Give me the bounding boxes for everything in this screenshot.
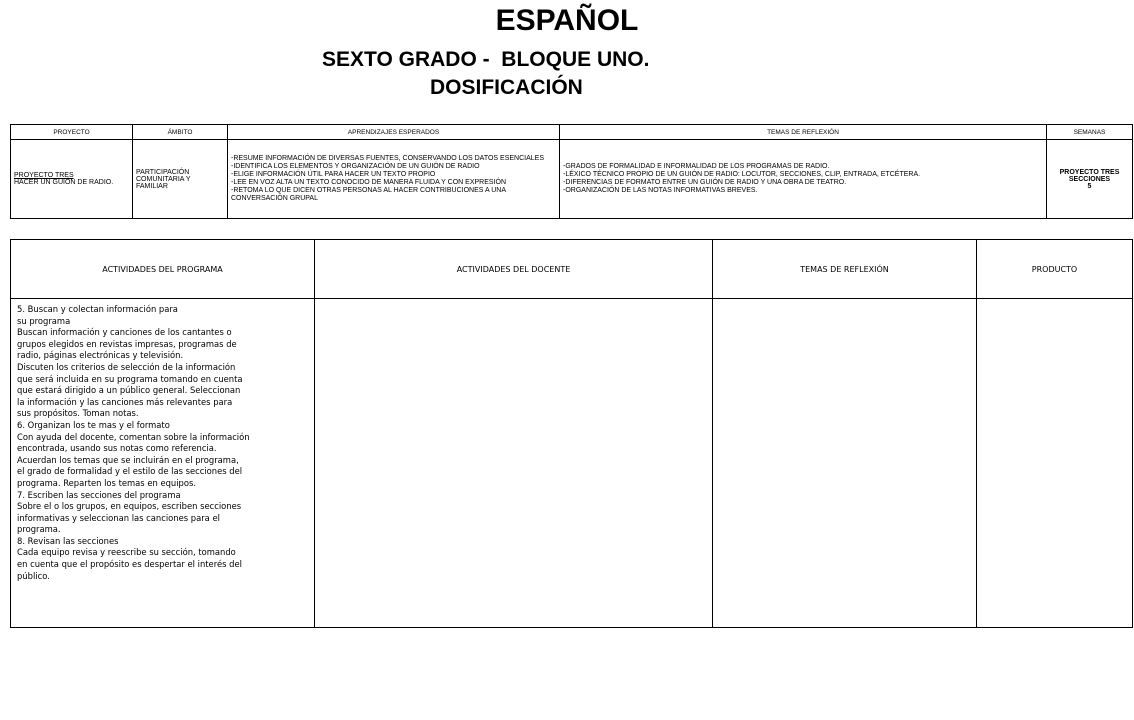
header-ambito: ÁMBITO <box>133 125 228 140</box>
actividad-line: encontrada, usando sus notas como referencia. <box>17 443 217 454</box>
planning-header-row <box>11 125 1133 140</box>
aprendizaje-item: -RESUME INFORMACIÓN DE DIVERSAS FUENTES, CONSERVANDO LOS DATOS ESENCIALES <box>231 154 544 162</box>
header-temas-reflexion: TEMAS DE REFLEXIÓN <box>713 240 977 299</box>
header-proyecto: PROYECTO <box>11 125 133 140</box>
header-producto: PRODUCTO <box>977 240 1133 299</box>
header-actividades-programa: ACTIVIDADES DEL PROGRAMA <box>11 240 315 299</box>
cell-ambito: PARTICIPACIÓN COMUNITARIA Y FAMILIAR <box>133 140 228 219</box>
header-semanas: SEMANAS <box>1047 125 1133 140</box>
actividad-line: 8. Revisan las secciones <box>17 535 119 546</box>
aprendizaje-item: -ELIGE INFORMACIÓN ÚTIL PARA HACER UN TEXTO PROPIO <box>231 170 436 178</box>
actividad-line: Discuten los criterios de selección de la información <box>17 361 236 372</box>
actividad-line: 7. Escriben las secciones del programa <box>17 489 181 500</box>
page-title: ESPAÑOL <box>495 4 639 37</box>
cell-semanas <box>1047 140 1133 219</box>
tema-item: -GRADOS DE FORMALIDAD E INFORMALIDAD DE LOS PROGRAMAS DE RADIO. <box>563 162 830 170</box>
actividad-line: radio, páginas electrónicas y televisión. <box>17 350 184 361</box>
actividad-line: grupos elegidos en revistas impresas, programas de <box>17 338 237 349</box>
planning-row <box>11 140 1133 219</box>
cell-actividades-docente <box>315 299 713 628</box>
semanas-line: 5 <box>1087 182 1092 190</box>
actividad-line: 6. Organizan los te mas y el formato <box>17 419 170 430</box>
cell-proyecto <box>11 140 133 219</box>
activities-table <box>10 239 1133 628</box>
actividad-line: la información y las canciones más relevantes para <box>17 396 233 407</box>
header-aprendizajes: APRENDIZAJES ESPERADOS <box>228 125 560 140</box>
actividad-line: en cuenta que el propósito es despertar el interés del <box>17 559 242 570</box>
actividad-line: sus propósitos. Toman notas. <box>17 408 139 419</box>
actividad-line: su programa <box>17 315 71 326</box>
activities-row <box>11 299 1133 628</box>
header-actividades-docente: ACTIVIDADES DEL DOCENTE <box>315 240 713 299</box>
actividad-line: público. <box>17 570 50 581</box>
aprendizaje-item: -LEE EN VOZ ALTA UN TEXTO CONOCIDO DE MANERA FLUIDA Y CON EXPRESIÓN <box>231 179 507 186</box>
tema-item: -DIFERENCIAS DE FORMATO ENTRE UN GUIÓN DE RADIO Y UNA OBRA DE TEATRO. <box>563 179 847 186</box>
cell-temas <box>560 140 1047 219</box>
actividad-line: que será incluida en su programa tomando en cuenta <box>17 373 243 384</box>
proyecto-desc: HACER UN GUIÓN DE RADIO. <box>14 179 114 186</box>
aprendizaje-item: -IDENTIFICA LOS ELEMENTOS Y ORGANIZACIÓN DE UN GUIÓN DE RADIO <box>231 162 480 170</box>
actividad-line: programa. Reparten los temas en equipos. <box>17 477 197 488</box>
actividad-line: programa. <box>17 524 61 535</box>
activities-header-row <box>11 240 1133 299</box>
aprendizaje-item: -RETOMA LO QUE DICEN OTRAS PERSONAS AL HACER CONTRIBUCIONES A UNA CONVERSACIÓN GRUPAL <box>231 187 506 203</box>
cell-aprendizajes <box>228 140 560 219</box>
cell-actividades-programa <box>11 299 315 628</box>
page-subtitle-dosificacion: DOSIFICACIÓN <box>430 76 583 99</box>
semanas-line: SECCIONES <box>1068 175 1111 183</box>
actividad-line: 5. Buscan y colectan información para <box>17 304 178 314</box>
actividad-line: Sobre el o los grupos, en equipos, escriben secciones <box>17 501 242 512</box>
planning-table <box>10 124 1133 219</box>
tema-item: -LÉXICO TÉCNICO PROPIO DE UN GUIÓN DE RADIO: LOCUTOR, SECCIONES, CLIP, ENTRADA, ETCÉTERA. <box>563 170 921 178</box>
header-temas: TEMAS DE REFLEXIÓN <box>560 125 1047 140</box>
actividad-line: Con ayuda del docente, comentan sobre la información <box>17 431 250 442</box>
actividad-line: Cada equipo revisa y reescribe su sección, tomando <box>17 547 236 558</box>
actividad-line: Buscan información y canciones de los cantantes o <box>17 327 232 338</box>
actividad-line: Acuerdan los temas que se incluirán en el programa, <box>17 454 239 465</box>
semanas-line: PROYECTO TRES <box>1059 168 1120 176</box>
proyecto-title: PROYECTO TRES <box>14 172 74 179</box>
tema-item: -ORGANIZACIÓN DE LAS NOTAS INFORMATIVAS BREVES. <box>563 187 758 195</box>
page-subtitle: SEXTO GRADO - BLOQUE UNO. <box>322 48 650 71</box>
actividad-line: que estará dirigido a un público general. Seleccionan <box>17 385 241 396</box>
actividad-line: el grado de formalidad y el estilo de las secciones del <box>17 466 243 477</box>
actividad-line: informativas y seleccionan las canciones para el <box>17 512 220 523</box>
cell-temas-reflexion <box>713 299 977 628</box>
cell-producto <box>977 299 1133 628</box>
